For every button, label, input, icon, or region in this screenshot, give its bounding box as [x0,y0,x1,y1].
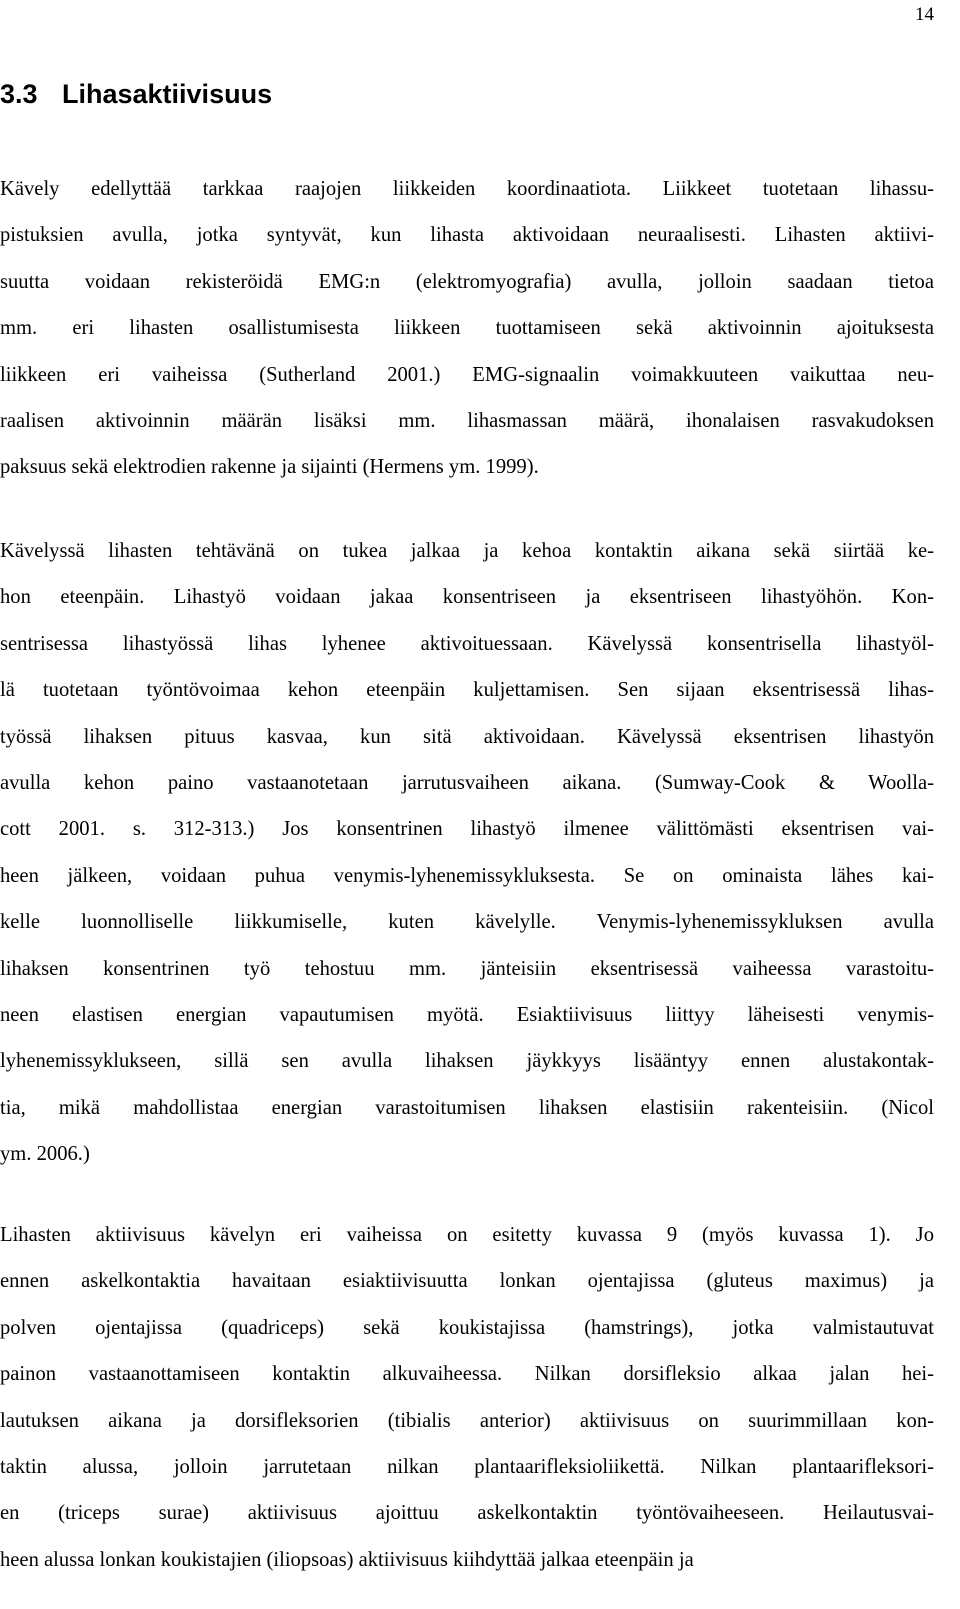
text-line: suutta voidaan rekisteröidä EMG:n (elektromyografia) avulla, jolloin saadaan tietoa [0,270,934,293]
text-line: lyhenemissyklukseen, sillä sen avulla lihaksen jäykkyys lisääntyy ennen alustakontak- [0,1050,934,1073]
text-line: Kävely edellyttää tarkkaa raajojen liikkeiden koordinaatiota. Liikkeet tuotetaan lihassu- [0,178,934,200]
paragraph [0,528,934,1177]
text-line: heen alussa lonkan koukistajien (iliopsoas) aktiivisuus kiihdyttää jalkaa eteenpäin ja [0,1548,694,1571]
text-line: ym. 2006.) [0,1143,90,1166]
text-line: raalisen aktivoinnin määrän lisäksi mm. lihasmassan määrä, ihonalaisen rasvakudoksen [0,409,934,432]
text-line: taktin alussa, jolloin jarrutetaan nilkan plantaarifleksioliikettä. Nilkan plantaarifleksori- [0,1455,934,1478]
text-line: sentrisessa lihastyössä lihas lyhenee aktivoituessaan. Kävelyssä konsentrisella lihastyöl- [0,632,934,655]
text-line: työssä lihaksen pituus kasvaa, kun sitä aktivoidaan. Kävelyssä eksentrisen lihastyön [0,725,934,748]
text-line: neen elastisen energian vapautumisen myötä. Esiaktiivisuus liittyy läheisesti venymis- [0,1003,934,1026]
text-line: liikkeen eri vaiheissa (Sutherland 2001.) EMG-signaalin voimakkuuteen vaikuttaa neu- [0,363,934,386]
text-line: pistuksien avulla, jotka syntyvät, kun lihasta aktivoidaan neuraalisesti. Lihasten aktiivi- [0,224,934,247]
text-line: Kävelyssä lihasten tehtävänä on tukea jalkaa ja kehoa kontaktin aikana sekä siirtää ke- [0,540,934,562]
section-title: Lihasaktiivisuus [62,79,273,109]
section-heading [0,76,272,112]
text-line: en (triceps surae) aktiivisuus ajoittuu askelkontaktin työntövaiheeseen. Heilautusvai- [0,1502,934,1525]
text-line: cott 2001. s. 312-313.) Jos konsentrinen lihastyö ilmenee välittömästi eksentrisen vai- [0,818,934,841]
text-line: hon eteenpäin. Lihastyö voidaan jakaa konsentriseen ja eksentriseen lihastyöhön. Kon- [0,586,934,609]
text-line: mm. eri lihasten osallistumisesta liikkeen tuottamiseen sekä aktivoinnin ajoituksesta [0,317,934,340]
text-line: avulla kehon paino vastaanotetaan jarrutusvaiheen aikana. (Sumway-Cook & Woolla- [0,771,934,794]
text-line: tia, mikä mahdollistaa energian varastoitumisen lihaksen elastisiin rakenteisiin. (Nicol [0,1096,934,1119]
text-line: polven ojentajissa (quadriceps) sekä koukistajissa (hamstrings), jotka valmistautuvat [0,1316,934,1339]
paragraph [0,166,934,491]
text-line: paksuus sekä elektrodien rakenne ja sijainti (Hermens ym. 1999). [0,456,539,479]
text-line: heen jälkeen, voidaan puhua venymis-lyhenemissykluksesta. Se on ominaista lähes kai- [0,864,934,887]
text-line: lautuksen aikana ja dorsifleksorien (tibialis anterior) aktiivisuus on suurimmillaan kon- [0,1409,934,1432]
section-number: 3.3 [0,79,38,109]
paragraph [0,1212,934,1583]
text-line: lihaksen konsentrinen työ tehostuu mm. jänteisiin eksentrisessä vaiheessa varastoitu- [0,957,934,980]
text-line: Lihasten aktiivisuus kävelyn eri vaiheissa on esitetty kuvassa 9 (myös kuvassa 1). Jo [0,1224,934,1246]
text-line: ennen askelkontaktia havaitaan esiaktiivisuutta lonkan ojentajissa (gluteus maximus) ja [0,1270,934,1293]
text-line: painon vastaanottamiseen kontaktin alkuvaiheessa. Nilkan dorsifleksio alkaa jalan hei- [0,1363,934,1386]
text-line: lä tuotetaan työntövoimaa kehon eteenpäin kuljettamisen. Sen sijaan eksentrisessä lihas- [0,679,934,702]
page-number: 14 [915,4,934,25]
text-line: kelle luonnolliselle liikkumiselle, kuten kävelylle. Venymis-lyhenemissykluksen avulla [0,911,934,934]
